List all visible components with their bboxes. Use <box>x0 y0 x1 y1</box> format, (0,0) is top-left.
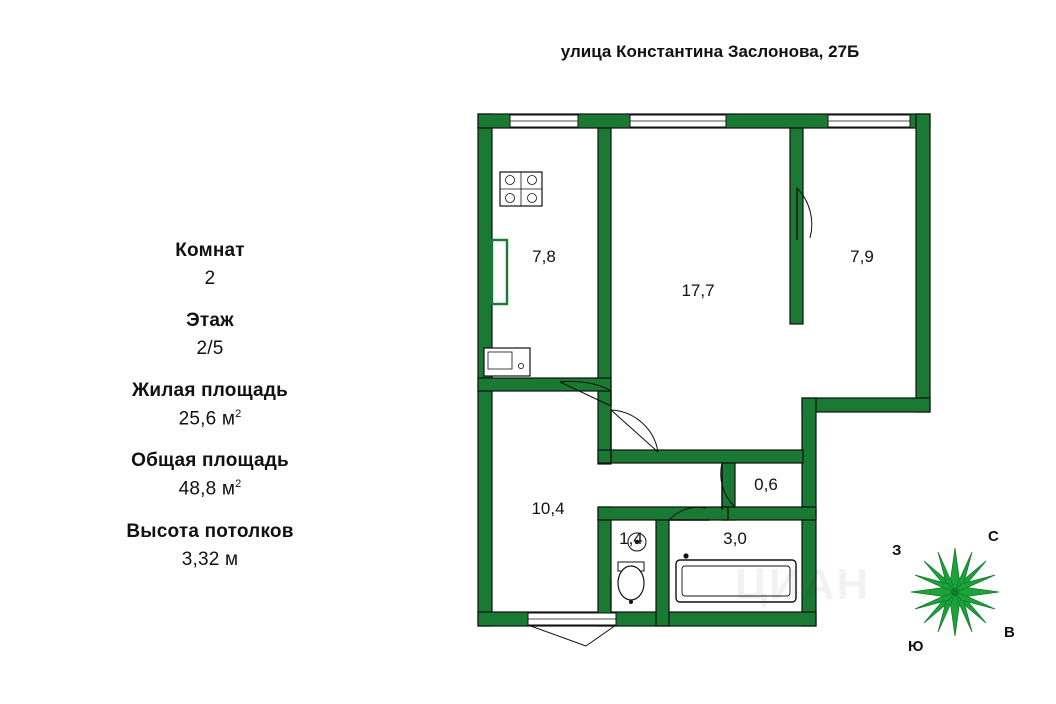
fixture-stove <box>500 172 542 206</box>
page-title: улица Константина Заслонова, 27Б <box>560 42 860 61</box>
info-value-living-area <box>40 408 380 430</box>
fixture-bathtub <box>676 553 796 602</box>
info-row-ceiling-height <box>40 521 380 571</box>
room-area-kitchen: 7,8 <box>532 247 556 266</box>
info-row-total-area <box>40 450 380 500</box>
room-area-living-room: 17,7 <box>681 281 715 300</box>
info-value-ceiling-height: 3,32 м <box>181 548 239 570</box>
compass-icon <box>880 520 1030 670</box>
compass-label-east: В <box>1004 624 1015 641</box>
info-label-rooms: Комнат <box>175 240 245 261</box>
info-label-ceiling-height: Высота потолков <box>126 520 294 542</box>
info-value-rooms: 2 <box>204 268 216 289</box>
total-area-unit-exponent: 2 <box>235 478 242 491</box>
info-label-floor: Этаж <box>186 310 234 331</box>
compass-label-north: С <box>988 528 999 545</box>
info-row-living-area <box>40 380 380 430</box>
info-row-rooms <box>40 240 380 290</box>
room-area-toilet: 1,4 <box>619 529 643 548</box>
compass-label-west: З <box>892 542 902 559</box>
living-area-number: 25,6 м <box>178 408 236 430</box>
living-area-unit-exponent: 2 <box>235 408 242 420</box>
compass-rose <box>880 520 1030 670</box>
fixture-kitchen-sink <box>484 348 530 376</box>
info-value-floor: 2/5 <box>196 338 224 359</box>
fixture-toilet <box>618 562 644 604</box>
total-area-number: 48,8 м <box>178 478 236 500</box>
compass-label-south: Ю <box>908 638 924 655</box>
room-area-hall: 10,4 <box>531 499 565 518</box>
room-area-bathroom: 3,0 <box>723 529 747 548</box>
room-area-bedroom: 7,9 <box>850 247 874 266</box>
floor-plan <box>470 110 940 650</box>
info-row-floor <box>40 310 380 360</box>
info-label-living-area: Жилая площадь <box>132 380 288 401</box>
room-area-closet: 0,6 <box>754 475 778 494</box>
fixture-kitchen-counter <box>492 240 507 304</box>
property-info-panel <box>40 240 380 591</box>
info-value-total-area <box>40 478 380 500</box>
info-label-total-area: Общая площадь <box>131 450 289 472</box>
